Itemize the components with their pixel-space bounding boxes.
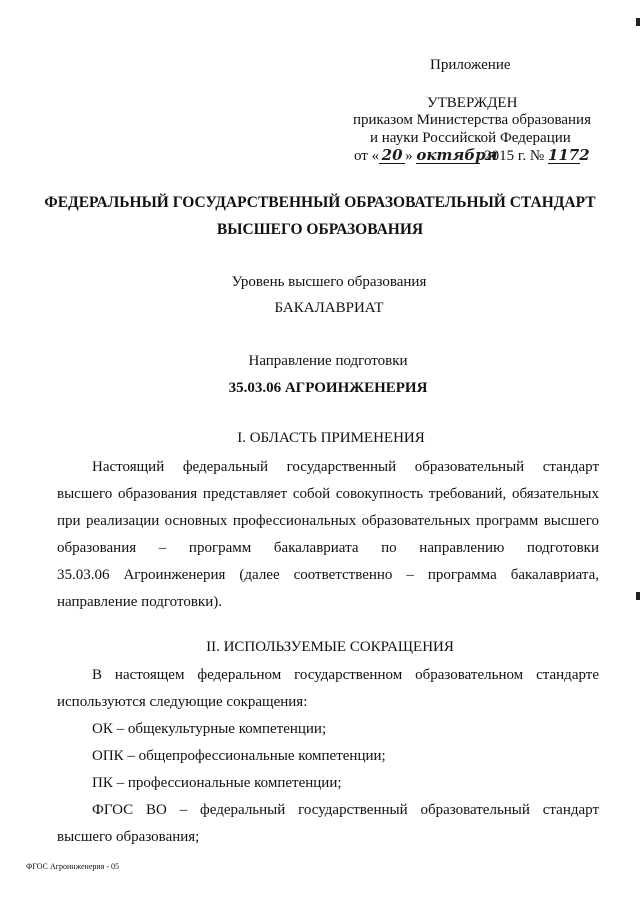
section-1-line: 35.03.06 Агроинженерия (далее соответственно – программа бакалавриата, [57, 567, 599, 583]
abbreviation-item: ОК – общекультурные компетенции; [92, 721, 327, 737]
appendix-label: Приложение [430, 57, 511, 73]
section-1-line: высшего образования представляет собой совокупность требований, обязательных [57, 486, 599, 502]
approved-label: УТВЕРЖДЕН [427, 95, 518, 111]
section-2-intro-line-2: используются следующие сокращения: [57, 694, 308, 710]
page-footer: ФГОС Агроинженерия - 05 [26, 862, 120, 871]
direction-value: 35.03.06 АГРОИНЖЕНЕРИЯ [228, 380, 428, 396]
scan-edge-mark [636, 592, 640, 600]
abbreviation-fgos-line-2: высшего образования; [57, 829, 200, 845]
date-prefix: от « [354, 148, 380, 164]
education-level-value: БАКАЛАВРИАТ [274, 300, 384, 316]
date-year-suffix: 2015 г. № [484, 148, 545, 164]
order-number-handwritten: 1172 [547, 146, 590, 164]
order-date-line [354, 146, 590, 166]
order-line-2: и науки Российской Федерации [370, 130, 571, 146]
section-1-line: Настоящий федеральный государственный образовательный стандарт [92, 459, 599, 475]
abbreviation-fgos-line-1: ФГОС ВО – федеральный государственный образовательный стандарт [92, 802, 599, 818]
section-2-intro-line-1: В настоящем федеральном государственном образовательном стандарте [92, 667, 599, 683]
order-day-handwritten: 20 [379, 147, 405, 164]
direction-label: Направление подготовки [248, 353, 408, 369]
section-1-line: при реализации основных профессиональных образовательных программ высшего [57, 513, 599, 529]
section-1-heading: I. ОБЛАСТЬ ПРИМЕНЕНИЯ [237, 430, 425, 446]
section-1-line: образования – программ бакалавриата по направлению подготовки [57, 540, 599, 556]
section-2-heading: II. ИСПОЛЬЗУЕМЫЕ СОКРАЩЕНИЯ [206, 639, 454, 655]
abbreviation-item: ПК – профессиональные компетенции; [92, 775, 342, 791]
section-1-line: направление подготовки). [57, 594, 222, 610]
order-month-handwritten: октября [416, 146, 498, 164]
scan-edge-mark [636, 18, 640, 26]
abbreviation-item: ОПК – общепрофессиональные компетенции; [92, 748, 386, 764]
document-title-line-1: ФЕДЕРАЛЬНЫЙ ГОСУДАРСТВЕННЫЙ ОБРАЗОВАТЕЛЬНЫЙ СТАНДАРТ [44, 194, 596, 211]
education-level-label: Уровень высшего образования [231, 274, 427, 290]
order-line-1: приказом Министерства образования [353, 112, 591, 128]
date-mid-quote: » [405, 148, 413, 164]
document-title-line-2: ВЫСШЕГО ОБРАЗОВАНИЯ [216, 221, 424, 238]
